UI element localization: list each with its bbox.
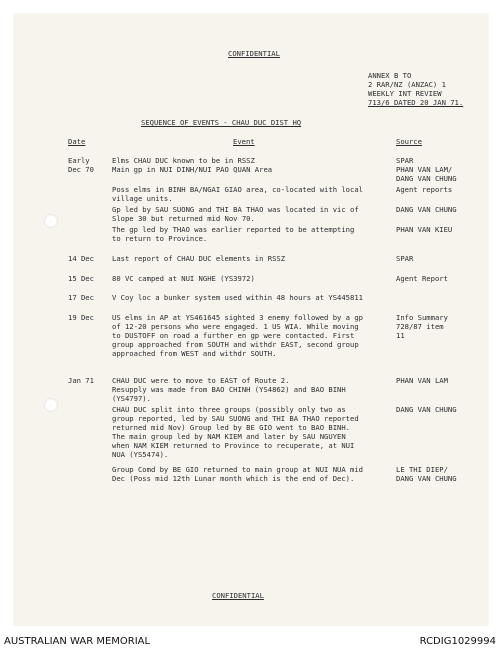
row-event: returned mid Nov) Group led by BE GIO went to BAO BINH.	[112, 423, 350, 432]
row-source: SPAR	[396, 156, 414, 165]
row-date: Dec 70	[68, 165, 94, 174]
column-header-date: Date	[68, 137, 86, 146]
row-source: Agent reports	[396, 185, 453, 194]
row-date: 14 Dec	[68, 254, 94, 263]
row-event: village units.	[112, 194, 173, 203]
footer-record-id: RCDIG1029994	[419, 636, 496, 647]
row-source: 11	[396, 331, 405, 340]
row-date: 15 Dec	[68, 274, 94, 283]
row-date: Early	[68, 156, 90, 165]
row-event: 80 VC camped at NUI NGHE (YS3972)	[112, 274, 255, 283]
punch-hole	[44, 398, 58, 412]
classification-top: CONFIDENTIAL	[228, 49, 280, 58]
row-date: 19 Dec	[68, 313, 94, 322]
row-event: Elms CHAU DUC known to be in RSSZ	[112, 156, 255, 165]
row-event: to return to Province.	[112, 234, 208, 243]
row-event: US elms in AP at YS461645 sighted 3 enemy followed by a gp	[112, 313, 363, 322]
row-source: LE THI DIEP/	[396, 465, 448, 474]
archive-footer	[0, 626, 501, 653]
classification-bottom: CONFIDENTIAL	[212, 591, 264, 600]
annex-ref-line-3: WEEKLY INT REVIEW	[368, 89, 442, 98]
annex-ref-line-2: 2 RAR/NZ (ANZAC) 1	[368, 80, 446, 89]
row-event: when NAM KIEM returned to Province to recuperate, at NUI	[112, 441, 355, 450]
row-source: PHAN VAN KIEU	[396, 225, 453, 234]
row-source: DANG VAN CHUNG	[396, 205, 457, 214]
row-source: Agent Report	[396, 274, 448, 283]
row-date: 17 Dec	[68, 293, 94, 302]
row-event: The gp led by THAO was earlier reported to be attempting	[112, 225, 355, 234]
row-date: Jan 71	[68, 376, 94, 385]
row-source: DANG VAN CHUNG	[396, 174, 457, 183]
row-source: Info Summary	[396, 313, 448, 322]
row-event: Resupply was made from BAO CHINH (YS4862) and BAO BINH	[112, 385, 346, 394]
row-event: The main group led by NAM KIEM and later by SAU NGUYEN	[112, 432, 346, 441]
annex-ref-line-1: ANNEX B TO	[368, 71, 412, 80]
row-event: to DUSTOFF on road a further en gp were contacted. First	[112, 331, 355, 340]
row-source: DANG VAN CHUNG	[396, 405, 457, 414]
row-source: SPAR	[396, 254, 414, 263]
annex-ref-line-4: 713/6 DATED 20 JAN 71.	[368, 98, 464, 107]
row-source: DANG VAN CHUNG	[396, 474, 457, 483]
punch-hole	[44, 214, 58, 228]
row-event: Slope 30 but returned mid Nov 70.	[112, 214, 255, 223]
row-event: of 12-20 persons who were engaged. 1 US WIA. While moving	[112, 322, 359, 331]
row-event: Dec (Poss mid 12th Lunar month which is the end of Dec).	[112, 474, 355, 483]
row-event: Group Comd by BE GIO returned to main group at NUI NUA mid	[112, 465, 363, 474]
row-source: 728/87 item	[396, 322, 444, 331]
column-header-event: Event	[233, 137, 255, 146]
row-source: PHAN VAN LAM	[396, 376, 448, 385]
row-event: CHAU DUC split into three groups (possibly only two as	[112, 405, 346, 414]
row-event: approached from WEST and withdr SOUTH.	[112, 349, 277, 358]
row-source: PHAN VAN LAM/	[396, 165, 453, 174]
row-event: group approached from SOUTH and withdr EAST, second group	[112, 340, 359, 349]
row-event: NUA (YS5474).	[112, 450, 169, 459]
row-event: Poss elms in BINH BA/NGAI GIAO area, co-located with local	[112, 185, 363, 194]
row-event: Gp led by SAU SUONG and THI BA THAO was located in vic of	[112, 205, 359, 214]
row-event: CHAU DUC were to move to EAST of Route 2.	[112, 376, 290, 385]
column-header-source: Source	[396, 137, 422, 146]
row-event: Main gp in NUI DINH/NUI PAO QUAN Area	[112, 165, 273, 174]
footer-institution: AUSTRALIAN WAR MEMORIAL	[4, 636, 151, 647]
row-event: V Coy loc a bunker system used within 48 hours at YS445811	[112, 293, 363, 302]
row-event: Last report of CHAU DUC elements in RSSZ	[112, 254, 286, 263]
document-title: SEQUENCE OF EVENTS - CHAU DUC DIST HQ	[141, 118, 302, 127]
row-event: (YS4797).	[112, 394, 151, 403]
row-event: group reported, led by SAU SUONG and THI BA THAO reported	[112, 414, 359, 423]
